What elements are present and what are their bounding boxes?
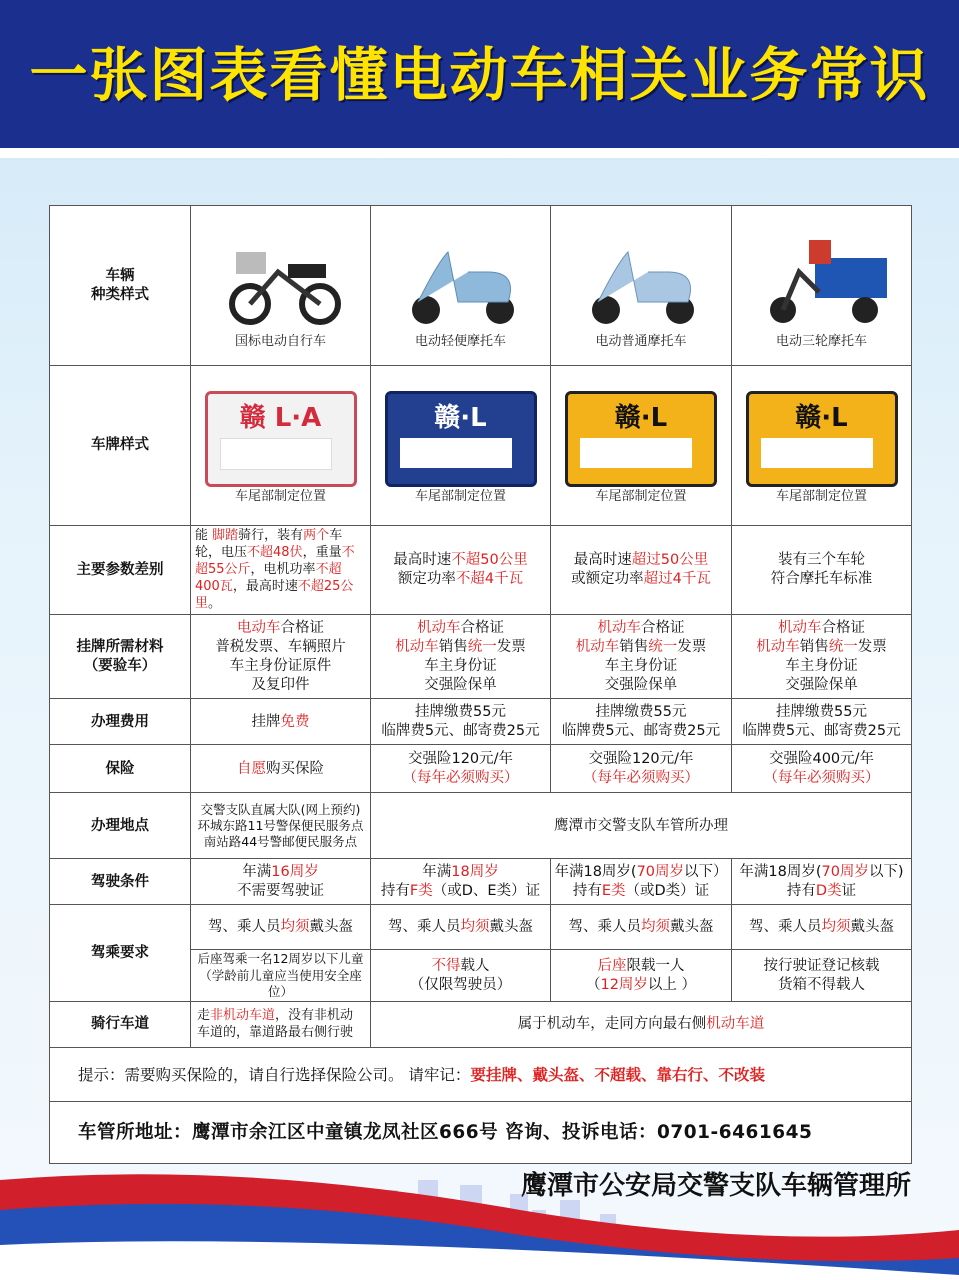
vehicle-cell (732, 206, 912, 366)
row-label-plate: 车牌样式 (50, 366, 191, 526)
helmet-c4: 驾、乘人员均须戴头盔 (732, 905, 912, 950)
motorcycle-icon (568, 222, 714, 330)
location-c1: 交警支队直属大队(网上预约) 环城东路11号警保便民服务点 南站路44号警邮便民服务点 (191, 793, 371, 859)
passenger-c3: 后座限载一人 （12周岁以上 ） (551, 950, 732, 1002)
vehicle-cell (371, 206, 551, 366)
plate-image (746, 391, 898, 487)
fees-c2: 挂牌缴费55元 临牌费5元、邮寄费25元 (371, 699, 551, 745)
banner-stripe (0, 148, 959, 158)
passenger-c2: 不得载人 （仅限驾驶员） (371, 950, 551, 1002)
vehicle-caption: 国标电动自行车 (234, 334, 326, 350)
driving-c1: 年满16周岁 不需要驾驶证 (191, 859, 371, 905)
row-label-driving: 驾驶条件 (50, 859, 191, 905)
row-fees (50, 699, 912, 745)
params-c4: 装有三个车轮 符合摩托车标准 (732, 526, 912, 615)
params-c2: 最高时速不超50公里 额定功率不超4千瓦 (371, 526, 551, 615)
materials-c1: 电动车合格证 普税发票、车辆照片 车主身份证原件 及复印件 (191, 615, 371, 699)
vehicle-caption: 电动三轮摩托车 (775, 334, 867, 350)
title-banner (0, 0, 959, 148)
plate-text: 赣·L (614, 403, 668, 434)
plate-text: 赣·L (434, 403, 487, 434)
insurance-c2: 交强险120元/年 （每年必须购买） (371, 745, 551, 793)
organization-name: 鹰潭市公安局交警支队车辆管理所 (520, 1171, 911, 1201)
plate-cell (551, 366, 732, 526)
row-helmet (50, 905, 912, 950)
materials-c2: 机动车合格证 机动车销售统一发票 车主身份证 交强险保单 (371, 615, 551, 699)
vehicle-caption: 电动普通摩托车 (595, 334, 687, 350)
lane-moto: 属于机动车，走同方向最右侧机动车道 (371, 1002, 912, 1048)
row-label-params: 主要参数差别 (50, 526, 191, 615)
plate-image (205, 391, 357, 487)
row-label-type: 车辆 种类样式 (50, 206, 191, 366)
plate-text: 赣 L·A (239, 403, 322, 434)
row-driving (50, 859, 912, 905)
driving-c3: 年满18周岁(70周岁以下） 持有E类（或D类）证 (551, 859, 732, 905)
tip-cell: 提示：需要购买保险的，请自行选择保险公司。 请牢记：要挂牌、戴头盔、不超载、靠右行、不改装 (50, 1048, 912, 1102)
insurance-c1: 自愿购买保险 (191, 745, 371, 793)
passenger-c4: 按行驶证登记核载 货箱不得载人 (732, 950, 912, 1002)
fees-c1: 挂牌免费 (191, 699, 371, 745)
row-params (50, 526, 912, 615)
row-label-materials: 挂牌所需材料 （要验车） (50, 615, 191, 699)
helmet-c3: 驾、乘人员均须戴头盔 (551, 905, 732, 950)
row-label-lane: 骑行车道 (50, 1002, 191, 1048)
passenger-c1: 后座驾乘一名12周岁以下儿童 （学龄前儿童应当使用安全座位） (191, 950, 371, 1002)
plate-image (565, 391, 717, 487)
row-lane (50, 1002, 912, 1048)
plate-caption: 车尾部制定位置 (775, 489, 867, 505)
row-label-insurance: 保险 (50, 745, 191, 793)
fees-c4: 挂牌缴费55元 临牌费5元、邮寄费25元 (732, 699, 912, 745)
row-location (50, 793, 912, 859)
plate-cell (371, 366, 551, 526)
insurance-c4: 交强险400元/年 （每年必须购买） (732, 745, 912, 793)
vehicle-cell (191, 206, 371, 366)
tricycle-icon (749, 222, 895, 330)
params-c3: 最高时速超过50公里 或额定功率超过4千瓦 (551, 526, 732, 615)
fees-c3: 挂牌缴费55元 临牌费5元、邮寄费25元 (551, 699, 732, 745)
electric-bicycle-icon (208, 222, 354, 330)
location-moto: 鹰潭市交警支队车管所办理 (371, 793, 912, 859)
info-table (49, 205, 912, 1164)
vehicle-cell (551, 206, 732, 366)
row-tip (50, 1048, 912, 1102)
page-title: 一张图表看懂电动车相关业务常识 (29, 41, 930, 109)
driving-c2: 年满18周岁 持有F类（或D、E类）证 (371, 859, 551, 905)
plate-caption: 车尾部制定位置 (234, 489, 326, 505)
plate-caption: 车尾部制定位置 (414, 489, 506, 505)
params-c1: 能 脚踏骑行，装有两个车轮，电压不超48伏，重量不超55公斤，电机功率不超400瓦，最高时速不超25公里。 (191, 526, 371, 615)
driving-c4: 年满18周岁(70周岁以下) 持有D类证 (732, 859, 912, 905)
plate-image (385, 391, 537, 487)
row-label-fees: 办理费用 (50, 699, 191, 745)
lane-c1: 走非机动车道，没有非机动车道的，靠道路最右侧行驶 (191, 1002, 371, 1048)
row-label-riders: 驾乘要求 (50, 905, 191, 1002)
materials-c4: 机动车合格证 机动车销售统一发票 车主身份证 交强险保单 (732, 615, 912, 699)
row-plate (50, 366, 912, 526)
plate-cell (191, 366, 371, 526)
plate-text: 赣·L (795, 403, 848, 434)
helmet-c2: 驾、乘人员均须戴头盔 (371, 905, 551, 950)
light-motorcycle-icon (388, 222, 534, 330)
vehicle-caption: 电动轻便摩托车 (414, 334, 506, 350)
row-insurance (50, 745, 912, 793)
row-materials (50, 615, 912, 699)
row-vehicle-type (50, 206, 912, 366)
plate-caption: 车尾部制定位置 (595, 489, 687, 505)
insurance-c3: 交强险120元/年 （每年必须购买） (551, 745, 732, 793)
plate-cell (732, 366, 912, 526)
helmet-c1: 驾、乘人员均须戴头盔 (191, 905, 371, 950)
materials-c3: 机动车合格证 机动车销售统一发票 车主身份证 交强险保单 (551, 615, 732, 699)
row-label-location: 办理地点 (50, 793, 191, 859)
address-cell: 车管所地址：鹰潭市余江区中童镇龙凤社区666号 咨询、投诉电话：0701-6461645 (50, 1102, 912, 1164)
